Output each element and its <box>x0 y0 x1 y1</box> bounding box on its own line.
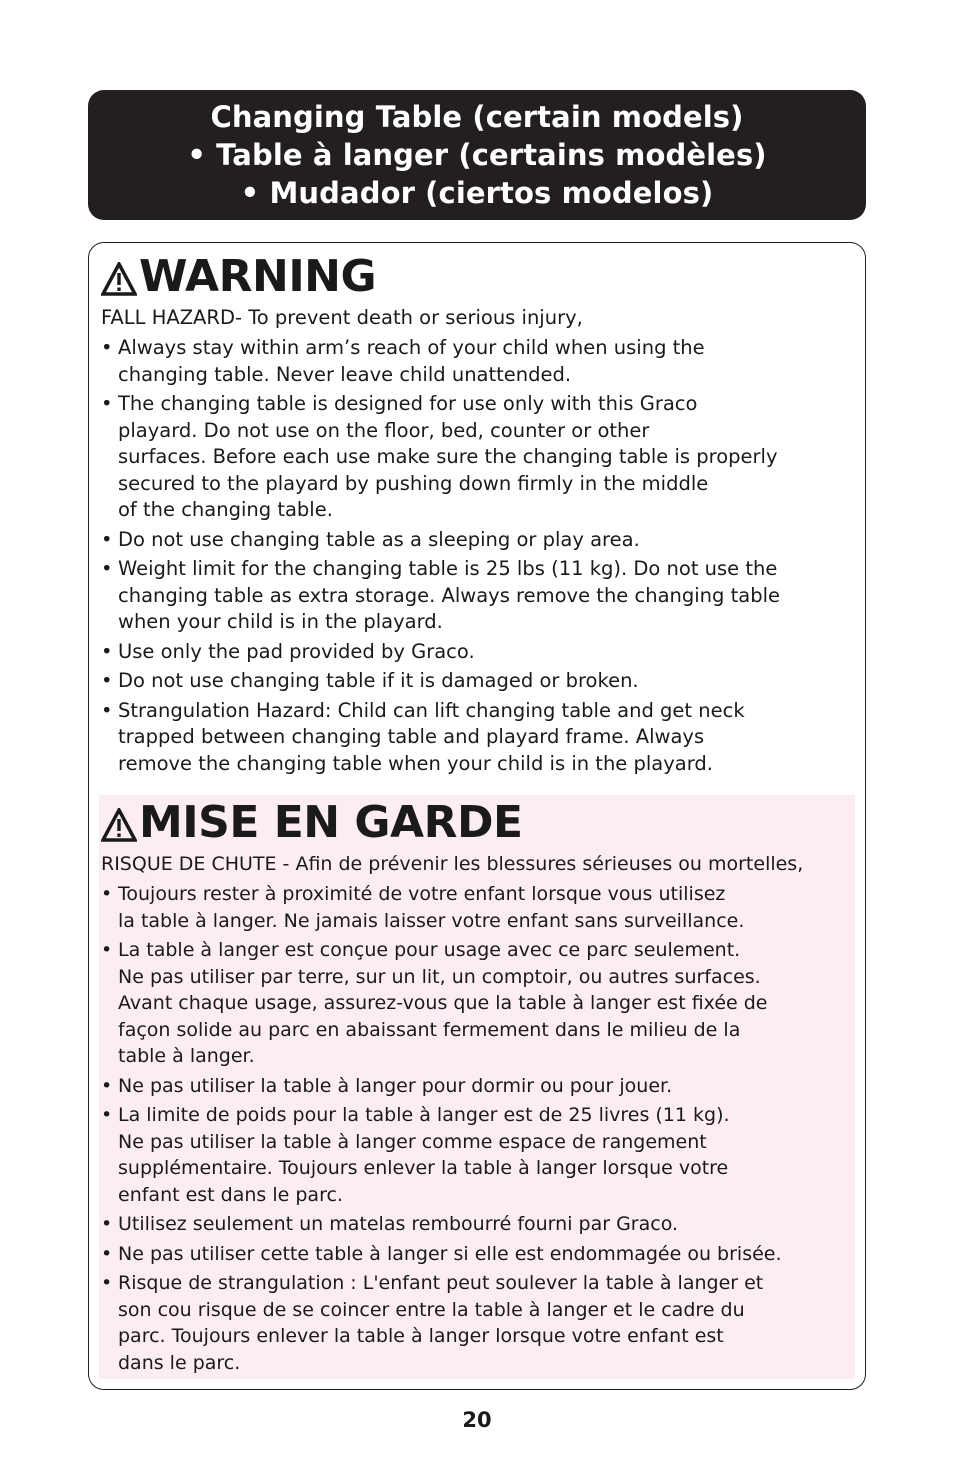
bullet-symbol: • <box>101 336 113 359</box>
list-item-line: La limite de poids pour la table à langer est de 25 livres (11 kg). <box>118 1104 730 1126</box>
list-item-line: Use only the pad provided by Graco. <box>118 639 475 663</box>
bullet-symbol: • <box>101 557 113 580</box>
bullet-symbol: • <box>101 698 113 722</box>
list-item-line: Risque de strangulation : L'enfant peut soulever la table à langer et <box>118 1272 764 1294</box>
list-item-line: la table à langer. Ne jamais laisser votre enfant sans surveillance. <box>118 909 745 932</box>
title-line-english: Changing Table (certain models) <box>210 100 744 134</box>
bullet-symbol: • <box>101 1213 113 1235</box>
warning-heading-text: WARNING <box>139 251 377 302</box>
list-item-line: Weight limit for the changing table is 25 lbs (11 kg). Do not use the <box>118 557 778 580</box>
list-item <box>101 1270 855 1376</box>
list-item-line: Strangulation Hazard: Child can lift changing table and get neck <box>118 698 745 722</box>
bullet-symbol: • <box>101 1272 113 1294</box>
list-item-line: Do not use changing table as a sleeping or play area. <box>118 527 640 551</box>
bullet-symbol: • <box>101 669 113 692</box>
list-item-line: Utilisez seulement un matelas rembourré fourni par Graco. <box>118 1213 679 1235</box>
list-item <box>101 556 855 636</box>
list-item-line: La table à langer est conçue pour usage avec ce parc seulement. <box>118 939 741 961</box>
list-item-line: Always stay within arm’s reach of your child when using the <box>118 336 705 359</box>
list-item-line: The changing table is designed for use only with this Graco <box>118 392 698 415</box>
list-item <box>101 1102 855 1208</box>
title-line-spanish: • Mudador (ciertos modelos) <box>240 176 714 210</box>
mise-en-garde-heading-text: MISE EN GARDE <box>139 797 523 848</box>
list-item-line: trapped between changing table and playard frame. Always <box>118 725 705 748</box>
list-item-line: parc. Toujours enlever la table à langer lorsque votre enfant est <box>118 1325 724 1347</box>
bullet-symbol: • <box>101 1104 113 1126</box>
page-number: 20 <box>462 1408 492 1432</box>
title-banner <box>88 90 866 220</box>
list-item-line: enfant est dans le parc. <box>118 1183 343 1206</box>
list-item <box>101 527 855 554</box>
list-item <box>101 1073 855 1100</box>
list-item-line: of the changing table. <box>118 498 333 521</box>
bullet-symbol: • <box>101 639 113 663</box>
bullet-symbol: • <box>101 1242 113 1265</box>
list-item-line: remove the changing table when your child is in the playard. <box>118 751 713 775</box>
bullet-symbol: • <box>101 527 113 551</box>
warning-box <box>88 242 866 1390</box>
mise-en-garde-heading <box>101 795 855 851</box>
list-item-line: Ne pas utiliser la table à langer comme espace de rangement <box>118 1130 707 1153</box>
bullet-symbol: • <box>101 883 113 905</box>
list-item-line: Toujours rester à proximité de votre enfant lorsque vous utilisez <box>118 883 726 905</box>
list-item <box>101 391 855 524</box>
mise-en-garde-bullet-list <box>101 881 855 1376</box>
warning-section-french <box>99 795 855 1379</box>
warning-heading <box>101 249 855 305</box>
list-item-line: Ne pas utiliser cette table à langer si elle est endommagée ou brisée. <box>118 1242 782 1265</box>
list-item-line: playard. Do not use on the floor, bed, counter or other <box>118 418 650 442</box>
list-item-line: supplémentaire. Toujours enlever la table à langer lorsque votre <box>118 1157 729 1179</box>
list-item-line: dans le parc. <box>118 1351 241 1374</box>
warning-triangle-icon <box>101 262 137 296</box>
list-item-line: changing table. Never leave child unattended. <box>118 362 572 386</box>
list-item-line: changing table as extra storage. Always remove the changing table <box>118 583 781 607</box>
list-item <box>101 668 855 695</box>
list-item <box>101 1241 855 1268</box>
list-item-line: table à langer. <box>118 1045 255 1067</box>
list-item <box>101 881 855 934</box>
list-item-line: Avant chaque usage, assurez-vous que la table à langer est fixée de <box>118 992 768 1014</box>
list-item-line: façon solide au parc en abaissant fermement dans le milieu de la <box>118 1018 741 1041</box>
warning-section-english <box>99 249 855 780</box>
list-item-line: secured to the playard by pushing down firmly in the middle <box>118 471 709 495</box>
list-item-line: son cou risque de se coincer entre la table à langer et le cadre du <box>118 1298 745 1321</box>
bullet-symbol: • <box>101 392 113 415</box>
warning-intro: FALL HAZARD- To prevent death or serious injury, <box>101 306 583 329</box>
list-item-line: when your child is in the playard. <box>118 610 443 633</box>
bullet-symbol: • <box>101 939 113 961</box>
list-item-line: surfaces. Before each use make sure the changing table is properly <box>118 445 778 468</box>
list-item-line: Ne pas utiliser la table à langer pour dormir ou pour jouer. <box>118 1074 673 1097</box>
list-item <box>101 698 855 778</box>
warning-bullet-list <box>101 335 855 777</box>
warning-triangle-icon <box>101 808 137 842</box>
list-item-line: Ne pas utiliser par terre, sur un lit, un comptoir, ou autres surfaces. <box>118 965 761 988</box>
bullet-symbol: • <box>101 1074 113 1097</box>
list-item-line: Do not use changing table if it is damaged or broken. <box>118 669 639 692</box>
list-item <box>101 1211 855 1238</box>
list-item <box>101 335 855 388</box>
title-line-french: • Table à langer (certains modèles) <box>187 138 767 172</box>
mise-en-garde-intro: RISQUE DE CHUTE - Afin de prévenir les blessures sérieuses ou mortelles, <box>101 853 804 875</box>
list-item <box>101 639 855 666</box>
list-item <box>101 937 855 1070</box>
